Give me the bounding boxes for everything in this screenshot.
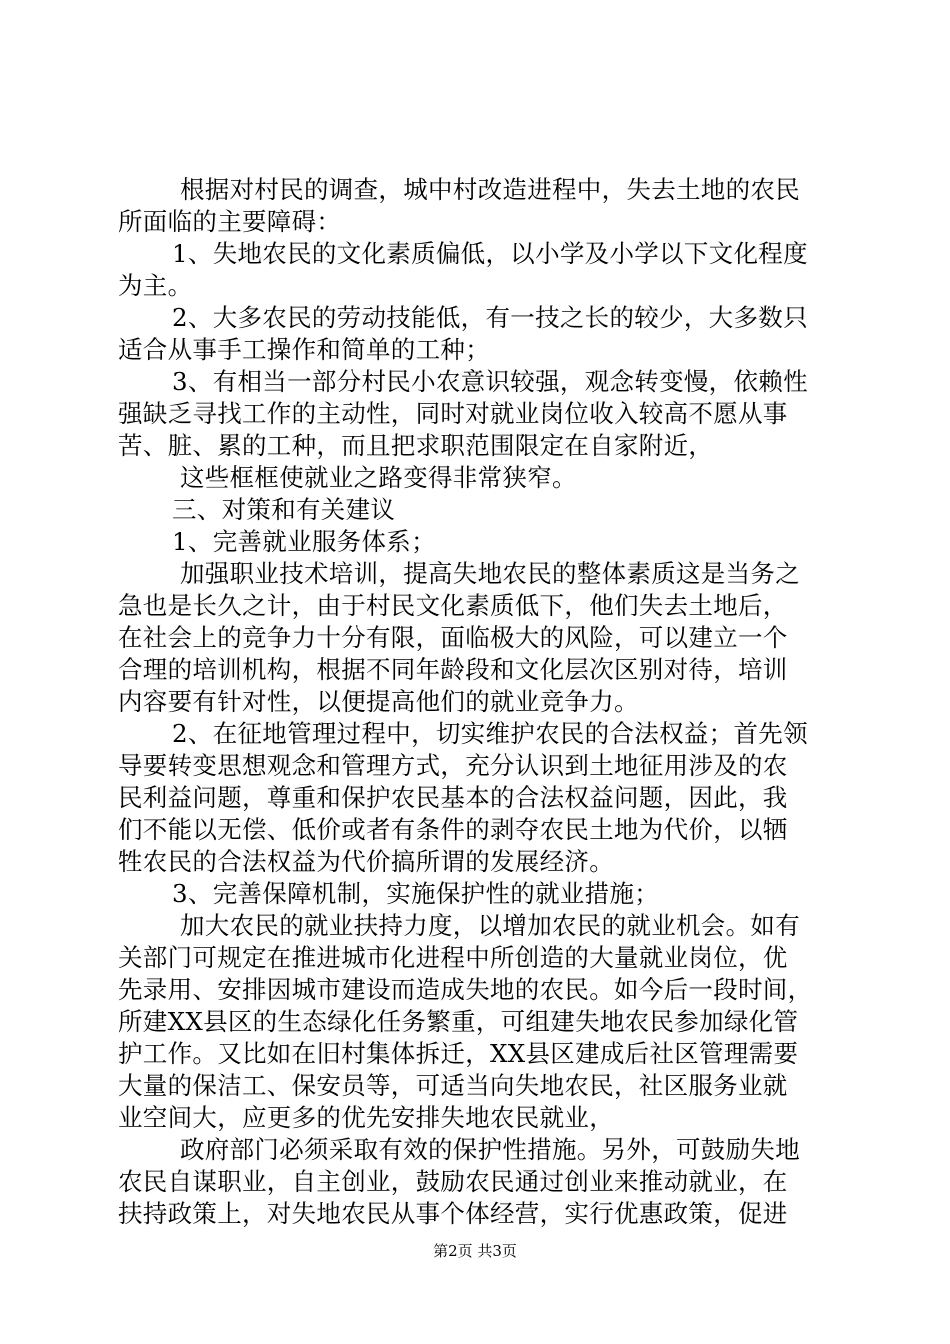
text-line: 合理的培训机构，根据不同年龄段和文化层次区别对待，培训 <box>118 655 788 684</box>
page-footer: 第2页 共3页 <box>433 1242 517 1260</box>
subheading: 1、完善就业服务体系； <box>172 527 436 556</box>
text-line: 在社会上的竞争力十分有限，面临极大的风险，可以建立一个 <box>118 623 788 652</box>
text-line: 2、大多农民的劳动技能低，有一技之长的较少，大多数只 <box>172 303 808 332</box>
text-line: 这些框框使就业之路变得非常狭窄。 <box>180 463 577 492</box>
text-line: 2、在征地管理过程中，切实维护农民的合法权益；首先领 <box>172 719 808 748</box>
text-line: 急也是长久之计，由于村民文化素质低下，他们失去土地后， <box>118 591 788 620</box>
text-line: 先录用、安排因城市建设而造成失地的农民。如今后一段时间， <box>118 975 813 1004</box>
text-line: 为主。 <box>118 271 193 300</box>
text-line: 农民自谋职业，自主创业，鼓励农民通过创业来推动就业，在 <box>118 1167 788 1196</box>
text-line: 政府部门必须采取有效的保护性措施。另外，可鼓励失地 <box>180 1135 800 1164</box>
text-line: 内容要有针对性，以便提高他们的就业竞争力。 <box>118 687 639 716</box>
text-line: 所建XX县区的生态绿化任务繁重，可组建失地农民参加绿化管 <box>118 1007 799 1036</box>
text-line: 适合从事手工操作和简单的工种； <box>118 335 490 364</box>
text-line: 扶持政策上，对失地农民从事个体经营，实行优惠政策，促进 <box>118 1199 788 1228</box>
text-line: 苦、脏、累的工种，而且把求职范围限定在自家附近， <box>118 431 714 460</box>
text-line: 1、失地农民的文化素质偏低，以小学及小学以下文化程度 <box>172 239 808 268</box>
text-line: 们不能以无偿、低价或者有条件的剥夺农民土地为代价，以牺 <box>118 815 788 844</box>
text-line: 3、有相当一部分村民小农意识较强，观念转变慢，依赖性 <box>172 367 808 396</box>
section-heading: 三、对策和有关建议 <box>172 495 396 524</box>
text-line: 护工作。又比如在旧村集体拆迁，XX县区建成后社区管理需要 <box>118 1039 799 1068</box>
text-line: 强缺乏寻找工作的主动性，同时对就业岗位收入较高不愿从事 <box>118 399 788 428</box>
text-line: 业空间大，应更多的优先安排失地农民就业， <box>118 1103 614 1132</box>
subheading: 3、完善保障机制，实施保护性的就业措施； <box>172 879 660 908</box>
text-line: 加大农民的就业扶持力度，以增加农民的就业机会。如有 <box>180 911 800 940</box>
text-line: 关部门可规定在推进城市化进程中所创造的大量就业岗位，优 <box>118 943 788 972</box>
text-line: 民利益问题，尊重和保护农民基本的合法权益问题，因此，我 <box>118 783 788 812</box>
text-line: 大量的保洁工、保安员等，可适当向失地农民，社区服务业就 <box>118 1071 788 1100</box>
text-line: 根据对村民的调查，城中村改造进程中，失去土地的农民 <box>180 175 800 204</box>
text-line: 加强职业技术培训，提高失地农民的整体素质这是当务之 <box>180 559 800 588</box>
text-line: 所面临的主要障碍： <box>118 207 342 236</box>
text-line: 导要转变思想观念和管理方式，充分认识到土地征用涉及的农 <box>118 751 788 780</box>
text-line: 牲农民的合法权益为代价搞所谓的发展经济。 <box>118 847 614 876</box>
